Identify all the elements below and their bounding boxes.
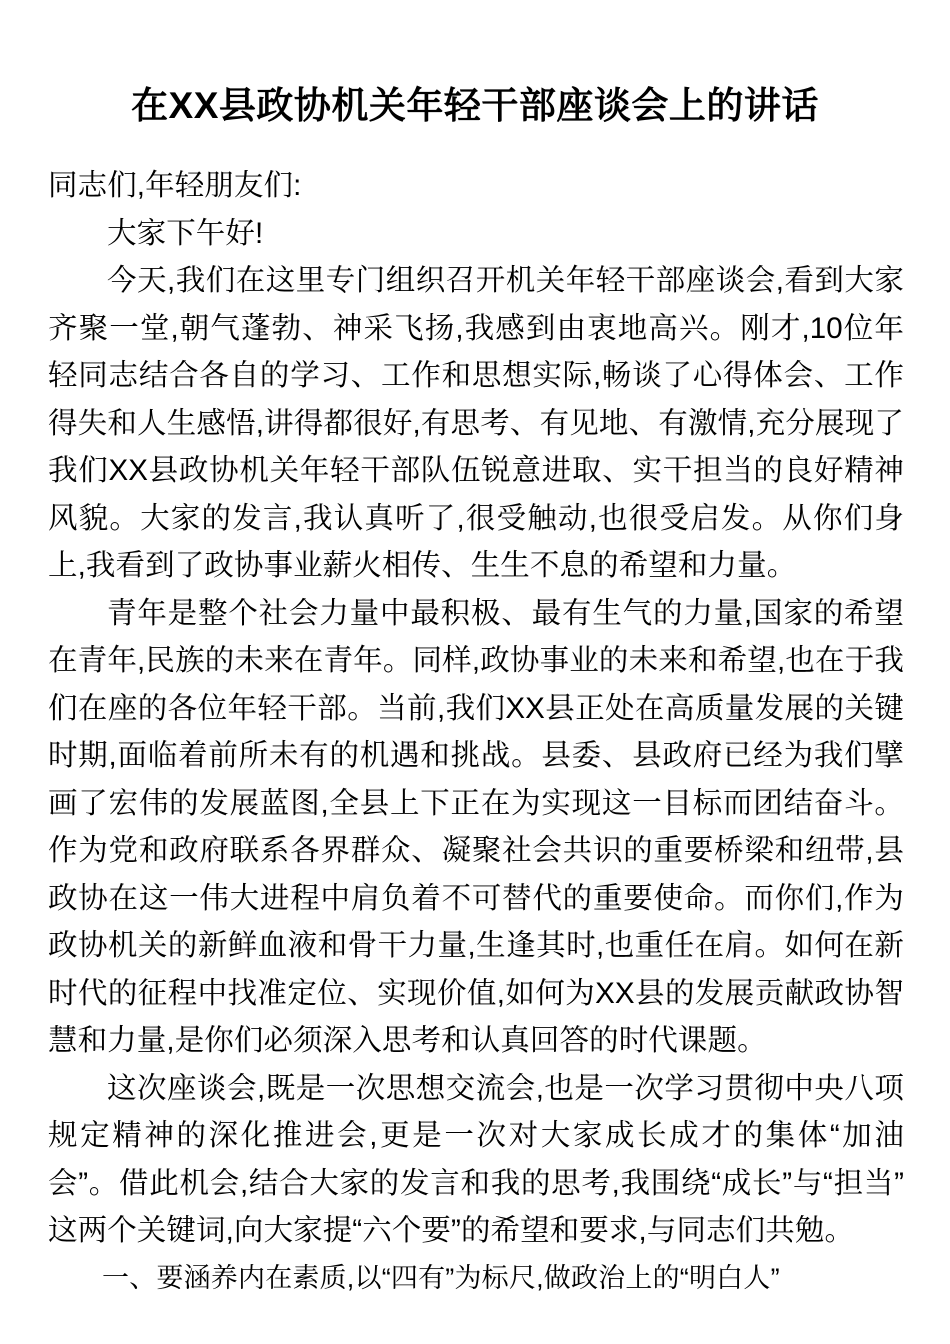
page-title: 在XX县政协机关年轻干部座谈会上的讲话 [131, 84, 819, 126]
paragraph-1: 今天,我们在这里专门组织召开机关年轻干部座谈会,看到大家齐聚一堂,朝气蓬勃、神采飞扬,我感到由衷地高兴。刚才,10位年轻同志结合各自的学习、工作和思想实际,畅谈了心得体会、工作得失和人生感悟,讲得都很好,有思考、有见地、有激情,充分展现了我们XX县政协机关年轻干部队伍锐意进取、实干担当的良好精神风貌。大家的发言,我认真听了,很受触动,也很受启发。从你们身上,我看到了政协事业薪火相传、生生不息的希望和力量。 [48, 264, 904, 582]
document-body [48, 162, 904, 1302]
paragraph-2: 青年是整个社会力量中最积极、最有生气的力量,国家的希望在青年,民族的未来在青年。同样,政协事业的未来和希望,也在于我们在座的各位年轻干部。当前,我们XX县正处在高质量发展的关键时期,面临着前所未有的机遇和挑战。县委、县政府已经为我们擘画了宏伟的发展蓝图,全县上下正在为实现这一目标而团结奋斗。作为党和政府联系各界群众、凝聚社会共识的重要桥梁和纽带,县政协在这一伟大进程中肩负着不可替代的重要使命。而你们,作为政协机关的新鲜血液和骨干力量,生逢其时,也重任在肩。如何在新时代的征程中找准定位、实现价值,如何为XX县的发展贡献政协智慧和力量,是你们必须深入思考和认真回答的时代课题。 [48, 596, 904, 1057]
paragraph-3: 这次座谈会,既是一次思想交流会,也是一次学习贯彻中央八项规定精神的深化推进会,更是一次对大家成长成才的集体“加油会”。借此机会,结合大家的发言和我的思考,我围绕“成长”与“担当”这两个关键词,向大家提“六个要”的希望和要求,与同志们共勉。 [48, 1071, 904, 1247]
salutation-line: 同志们,年轻朋友们: [48, 169, 302, 202]
greeting-line: 大家下午好! [107, 216, 264, 250]
section-heading-1: 一、要涵养内在素质,以“四有”为标尺,做政治上的“明白人” [102, 1262, 780, 1293]
